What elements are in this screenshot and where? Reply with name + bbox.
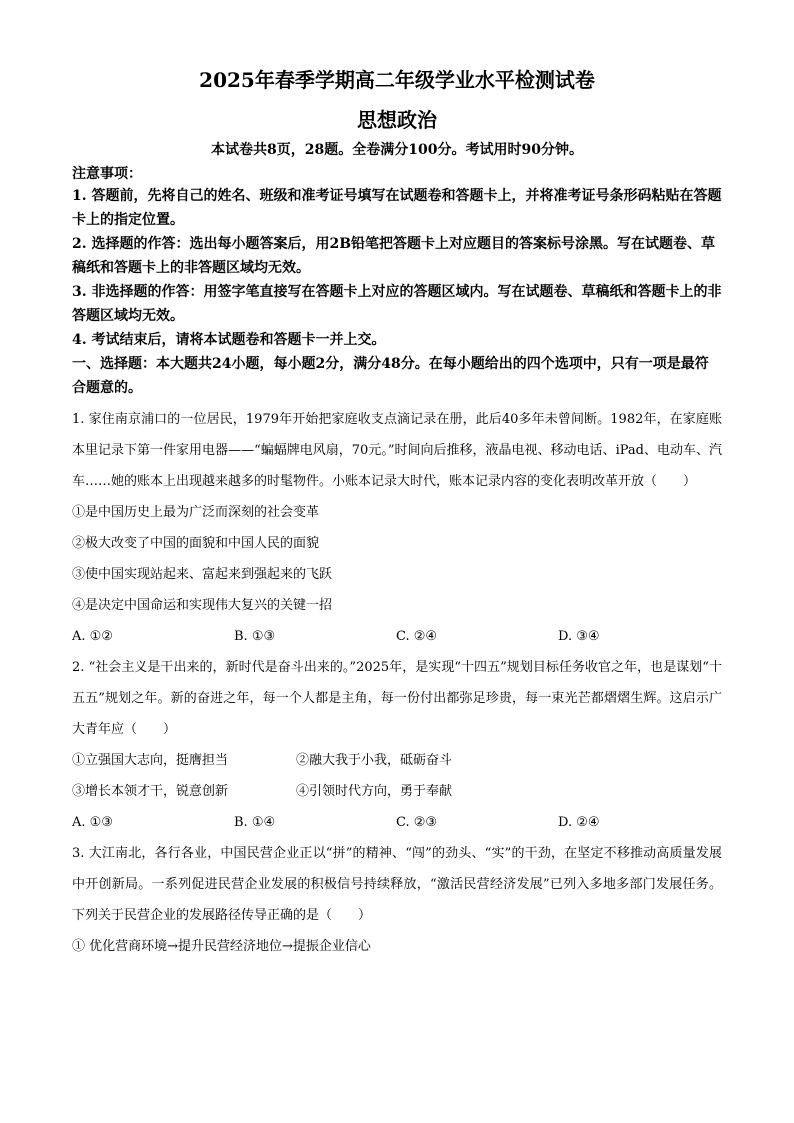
option-c: C. ②④	[396, 629, 438, 644]
notice-item: 1. 答题前，先将自己的姓名、班级和准考证号填写在试题卷和答题卡上，并将准考证号条形码粘贴在答题卡上的指定位置。	[72, 188, 722, 228]
question-1-stem: 1. 家住南京浦口的一位居民，1979年开始把家庭收支点滴记录在册，此后40多年未曾间断。1982年，在家庭账本里记录下第一件家用电器——“蝙蝠牌电风扇，70元。”时间向后推移，液晶电视、移动电话、iPad、电动车、汽车……她的账本上出现越来越多的时髦物件。小账本记录大时代，账本记录内容的变化表明改革开放（ ）	[72, 412, 722, 489]
question-3-stem: 3. 大江南北，各行各业，中国民营企业正以“拼”的精神、“闯”的劲头、“实”的干劲，在坚定不移推动高质量发展中开创新局。一系列促进民营企业发展的积极信号持续释放，“激活民营经济发展”已列入多地多部门发展任务。下列关于民营企业的发展路径传导正确的是（ ）	[72, 846, 722, 923]
question-1-statement-2: ②极大改变了中国的面貌和中国人民的面貌	[72, 536, 320, 551]
question-1-statement-1: ①是中国历史上最为广泛而深刻的社会变革	[72, 505, 320, 520]
question-1-options	[72, 621, 722, 652]
exam-title: 2025年春季学期高二年级学业水平检测试卷	[199, 68, 595, 92]
question-2-statement-2: ②融大我于小我，砥砺奋斗	[296, 753, 453, 768]
option-a: A. ①②	[72, 629, 113, 644]
question-2-statement-row-1	[72, 745, 722, 776]
notice-item: 3. 非选择题的作答：用签字笔直接写在答题卡上对应的答题区域内。写在试题卷、草稿纸和答题卡上的非答题区域均无效。	[72, 284, 722, 324]
subject-title: 思想政治	[357, 108, 437, 132]
question-2-statement-1: ①立强国大志向，挺膺担当	[72, 753, 229, 768]
option-d: D. ③④	[558, 629, 600, 644]
notice-item: 4. 考试结束后，请将本试题卷和答题卡一并上交。	[72, 332, 386, 348]
question-2-statement-row-2	[72, 776, 722, 807]
exam-info: 本试卷共8页，28题。全卷满分100分。考试用时90分钟。	[211, 142, 583, 158]
notice-heading: 注意事项：	[72, 166, 142, 182]
option-c: C. ②③	[396, 815, 438, 830]
section-heading: 一、选择题：本大题共24小题，每小题2分，满分48分。在每小题给出的四个选项中，只有一项是最符合题意的。	[72, 356, 709, 396]
question-2-stem: 2. “社会主义是干出来的，新时代是奋斗出来的。”2025年，是实现“十四五”规划目标任务收官之年，也是谋划“十五五”规划之年。新的奋进之年，每一个人都是主角，每一份付出都弥足珍贵，每一束光芒都熠熠生辉。这启示广大青年应（ ）	[72, 660, 722, 737]
question-2-statement-3: ③增长本领才干，锐意创新	[72, 784, 229, 799]
option-b: B. ①④	[234, 815, 276, 830]
option-b: B. ①③	[234, 629, 276, 644]
question-1-statement-4: ④是决定中国命运和实现伟大复兴的关键一招	[72, 598, 333, 613]
notice-item: 2. 选择题的作答：选出每小题答案后，用2B铅笔把答题卡上对应题目的答案标号涂黑。写在试题卷、草稿纸和答题卡上的非答题区域均无效。	[72, 236, 716, 276]
question-1-statement-3: ③使中国实现站起来、富起来到强起来的飞跃	[72, 567, 333, 582]
question-3-statement-1: ① 优化营商环境→提升民营经济地位→提振企业信心	[72, 939, 371, 954]
question-2-options	[72, 807, 722, 838]
option-a: A. ①③	[72, 815, 113, 830]
question-2-statement-4: ④引领时代方向，勇于奉献	[296, 784, 453, 799]
exam-page	[72, 66, 722, 962]
option-d: D. ②④	[558, 815, 600, 830]
